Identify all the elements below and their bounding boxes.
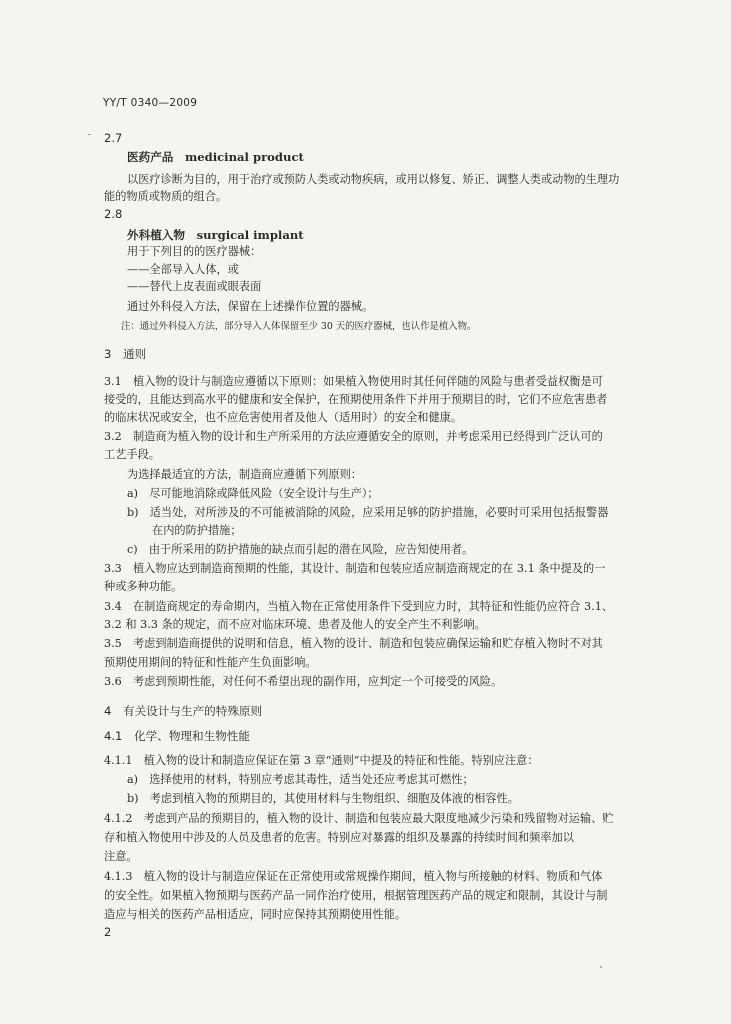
paragraph-line: 接受的，且能达到高水平的健康和安全保护，在预期使用条件下并用于预期目的时，它们不应危害患者: [104, 393, 608, 406]
scan-speck: [600, 966, 602, 968]
term-surgical-implant: 外科植入物 surgical implant: [127, 228, 304, 242]
paragraph-line: 3.5 考虑到制造商提供的说明和信息，植入物的设计、制造和包装应确保运输和贮存植入物时不对其: [104, 637, 603, 650]
standard-code-header: YY/T 0340—2009: [103, 97, 198, 109]
paragraph-line: 预期使用期间的特征和性能产生负面影响。: [104, 656, 317, 669]
paragraph-line: 工艺手段。: [104, 448, 160, 461]
term-medicinal-product: 医药产品 medicinal product: [127, 150, 304, 164]
paragraph-line: 3.3 植入物应达到制造商预期的性能，其设计、制造和包装应适应制造商规定的在 3.1 条中提及的一: [104, 562, 606, 575]
definition-line: 以医疗诊断为目的，用于治疗或预防人类或动物疾病，或用以修复、矫正、调整人类或动物的生理功: [127, 173, 620, 186]
clause-number-2-7: 2.7: [104, 131, 123, 145]
paragraph-line: 注意。: [104, 850, 138, 863]
list-item-c: c) 由于所采用的防护措施的缺点而引起的潜在风险，应告知使用者。: [127, 543, 474, 556]
definition-line: 通过外科侵入方法，保留在上述操作位置的器械。: [127, 300, 374, 313]
definition-dash-item: ——全部导入人体，或: [127, 263, 239, 276]
page-number: 2: [104, 925, 112, 939]
paragraph-line: 3.6 考虑到预期性能，对任何不希望出现的副作用，应判定一个可接受的风险。: [104, 675, 503, 688]
definition-line: 用于下列目的的医疗器械：: [127, 245, 262, 258]
paragraph-line: 4.1.1 植入物的设计和制造应保证在第 3 章“通则”中提及的特征和性能。特别应注意：: [104, 754, 539, 767]
paragraph-line: 3.2 制造商为植入物的设计和生产所采用的方法应遵循安全的原则，并考虑采用已经得到广泛认可的: [104, 430, 603, 443]
paragraph-line: 造应与相关的医药产品相适应，同时应保持其预期使用性能。: [104, 908, 407, 921]
definition-line: 能的物质或物质的组合。: [104, 190, 228, 203]
list-item-b: b) 考虑到植入物的预期目的，其使用材料与生物组织、细胞及体液的相容性。: [127, 792, 519, 805]
paragraph-line: 的安全性。如果植入物预期与医药产品一同作治疗使用，根据管理医药产品的规定和限制，其设计与制: [104, 889, 608, 902]
definition-dash-item: ——替代上皮表面或眼表面: [127, 280, 262, 293]
paragraph-line: 3.2 和 3.3 条的规定，而不应对临床环境、患者及他人的安全产生不利影响。: [104, 618, 486, 631]
list-item-a: a) 尽可能地消除或降低风险（安全设计与生产）；: [127, 487, 379, 500]
paragraph-line: 为选择最适宜的方法，制造商应遵循下列原则：: [127, 468, 362, 481]
list-item-a: a) 选择使用的材料，特别应考虑其毒性，适当处还应考虑其可燃性；: [127, 773, 474, 786]
paragraph-line: 的临床状况或安全，也不应危害使用者及他人（适用时）的安全和健康。: [104, 411, 463, 424]
paragraph-line: 存和植入物使用中涉及的人员及患者的危害。特别应对暴露的组织及暴露的持续时间和频率加以: [104, 831, 574, 844]
scan-speck: [88, 134, 91, 135]
section-heading-3: 3 通则: [104, 347, 147, 361]
paragraph-line: 3.4 在制造商规定的寿命期内，当植入物在正常使用条件下受到应力时，其特征和性能仍应符合 3.1、: [104, 600, 614, 613]
paragraph-line: 3.1 植入物的设计与制造应遵循以下原则：如果植入物使用时其任何伴随的风险与患者受益权衡是可: [104, 375, 603, 388]
paragraph-line: 4.1.2 考虑到产品的预期目的，植入物的设计、制造和包装应最大限度地减少污染和残留物对运输、贮: [104, 812, 614, 825]
section-heading-4: 4 有关设计与生产的特殊原则: [104, 704, 263, 718]
clause-number-2-8: 2.8: [104, 207, 123, 221]
paragraph-line: 种或多种功能。: [104, 580, 183, 593]
note: 注：通过外科侵入方法，部分导入人体保留至少 30 天的医疗器械，也认作是植入物。: [121, 321, 477, 332]
subsection-heading-4-1: 4.1 化学、物理和生物性能: [104, 729, 250, 743]
paragraph-line: 4.1.3 植入物的设计与制造应保证在正常使用或常规操作期间，植入物与所接触的材料、物质和气体: [104, 870, 603, 883]
list-item-b: b) 适当处，对所涉及的不可能被消除的风险，应采用足够的防护措施，必要时可采用包括报警器: [127, 506, 609, 519]
list-item-b-continued: 在内的防护措施；: [152, 524, 242, 537]
